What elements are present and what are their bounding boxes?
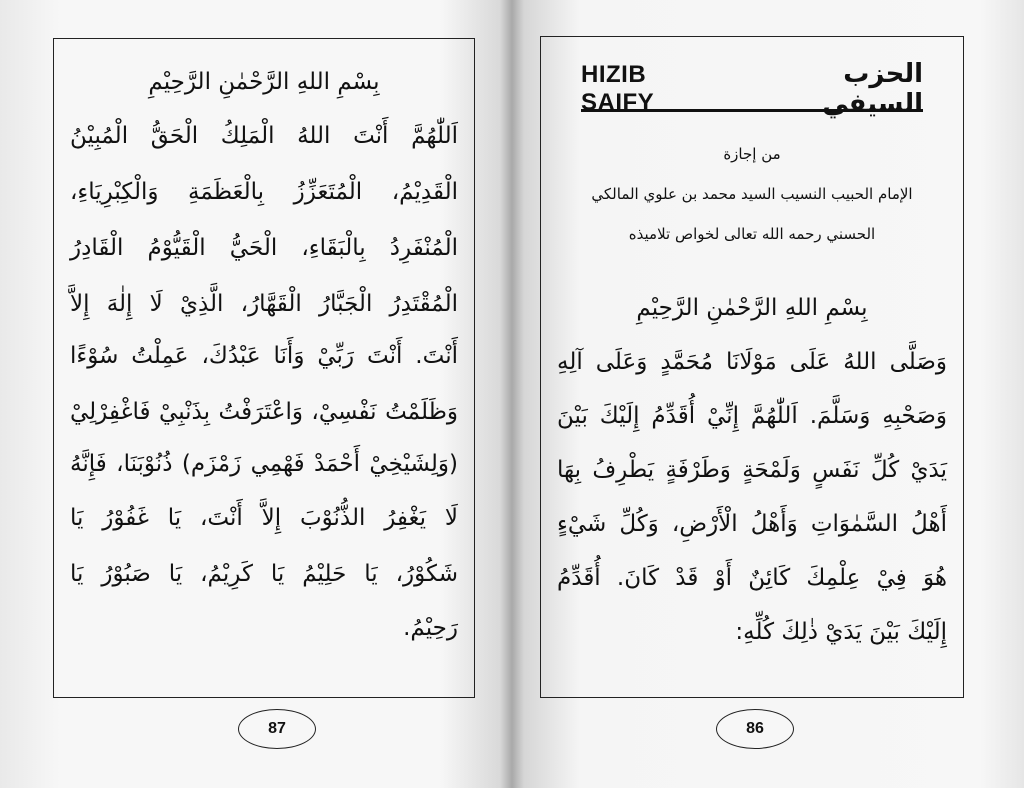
left-text-line: الْقَدِيْمُ، الْمُتَعَزِّزُ بِالْعَظَمَةِ وَالْكِبْرِيَاءِ، [70, 179, 458, 205]
page-title [581, 59, 923, 119]
subtitle-line: من إجازة [723, 145, 781, 163]
left-text-line: رَحِيْمُ. [403, 615, 458, 641]
right-text-line: أَهْلُ السَّمٰوَاتِ وَأَهْلُ الْأَرْضِ، وَكُلِّ شَيْءٍ [557, 511, 947, 537]
left-text-line: أَنْتَ. أَنْتَ رَبِّيْ وَأَنَا عَبْدُكَ، عَمِلْتُ سُوْءًا [70, 343, 458, 369]
title-latin: HIZIB SAIFY [581, 61, 655, 116]
right-text-line: وَصَحْبِهِ وَسَلَّمَ. اَللّٰهُمَّ إِنِّيْ أُقَدِّمُ إِلَيْكَ بَيْنَ [557, 403, 947, 429]
subtitle-line: الحسني رحمه الله تعالى لخواص تلاميذه [628, 225, 876, 243]
page-number-87: 87 [238, 709, 316, 749]
left-text-line: الْمُقْتَدِرُ الْجَبَّارُ الْقَهَّارُ، الَّذِيْ لَا إِلٰهَ إِلاَّ [70, 291, 458, 317]
left-basmala: بِسْمِ اللهِ الرَّحْمٰنِ الرَّحِيْمِ [148, 69, 380, 95]
left-text-line: شَكُوْرُ، يَا حَلِيْمُ يَا كَرِيْمُ، يَا صَبُوْرُ يَا [70, 561, 458, 587]
left-text-line: لَا يَغْفِرُ الذُّنُوْبَ إِلاَّ أَنْتَ، يَا غَفُوْرُ يَا [70, 505, 458, 531]
title-arabic: الحزب السيفي [822, 59, 923, 119]
page-number-86: 86 [716, 709, 794, 749]
left-text-line: الْمُنْفَرِدُ بِالْبَقَاءِ، الْحَيُّ الْقَيُّوْمُ الْقَادِرُ [70, 235, 458, 261]
right-text-line: وَصَلَّى اللهُ عَلَى مَوْلَانَا مُحَمَّدٍ وَعَلَى آلِهِ [557, 349, 947, 375]
right-text-line: هُوَ فِيْ عِلْمِكَ كَائِنٌ أَوْ قَدْ كَانَ. أُقَدِّمُ [557, 565, 947, 591]
right-page-frame [540, 36, 964, 698]
left-page-frame [53, 38, 475, 698]
subtitle-line: الإمام الحبيب النسيب السيد محمد بن علوي المالكي [591, 185, 913, 203]
left-text-line: (وَلِشَيْخِيْ أَحْمَدْ فَهْمِي زَمْزَم) ذُنُوْبَنَا، فَإِنَّهُ [70, 451, 458, 477]
left-text-line: وَظَلَمْتُ نَفْسِيْ، وَاعْتَرَفْتُ بِذَنْبِيْ فَاغْفِرْلِيْ [70, 399, 458, 425]
right-basmala: بِسْمِ اللهِ الرَّحْمٰنِ الرَّحِيْمِ [636, 295, 868, 321]
right-text-line: إِلَيْكَ بَيْنَ يَدَيْ ذٰلِكَ كُلِّهِ: [735, 619, 947, 645]
left-text-line: اَللّٰهُمَّ أَنْتَ اللهُ الْمَلِكُ الْحَقُّ الْمُبِيْنُ [70, 123, 458, 149]
right-text-line: يَدَيْ كُلِّ نَفَسٍ وَلَمْحَةٍ وَطَرْفَةٍ يَطْرِفُ بِهَا [557, 457, 947, 483]
